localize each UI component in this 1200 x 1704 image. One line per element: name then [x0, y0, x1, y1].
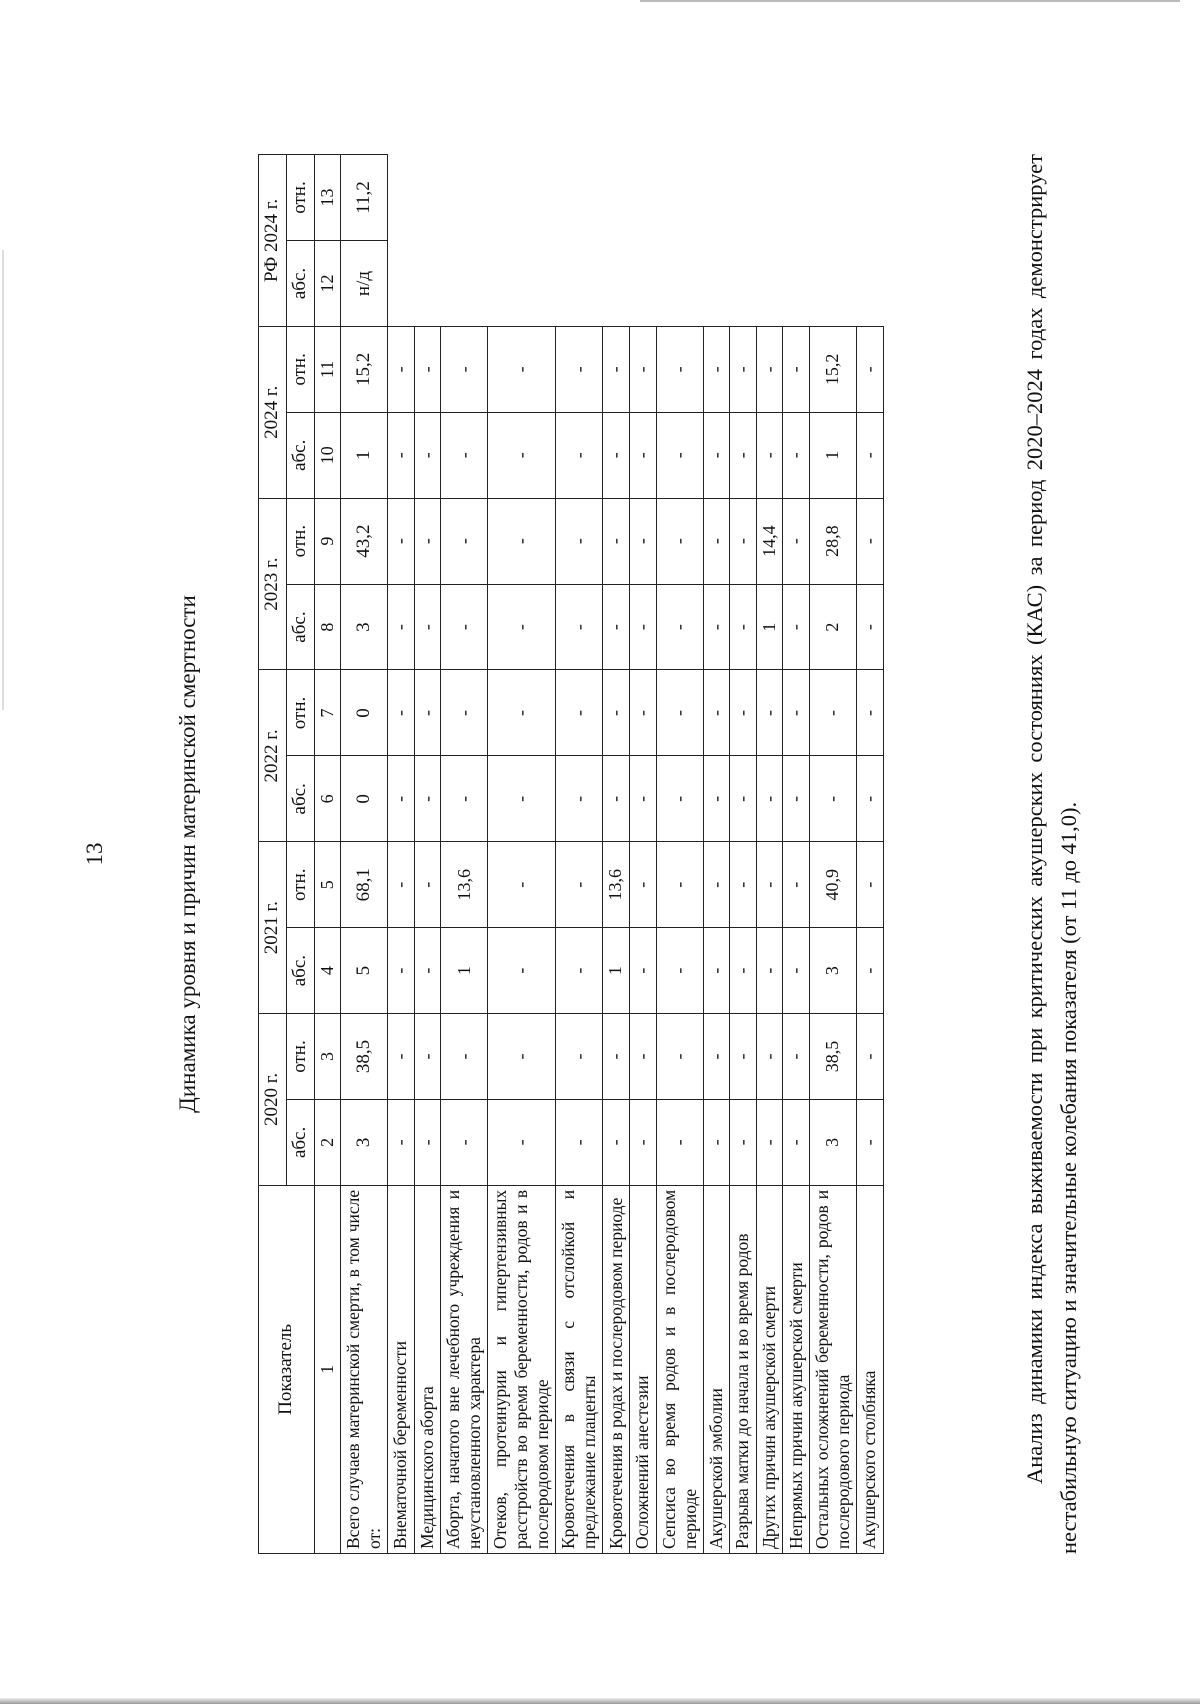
table-cell: -	[756, 412, 783, 498]
table-row	[809, 155, 856, 1554]
header-rel: отн.	[286, 326, 314, 412]
header-rel: отн.	[286, 842, 314, 928]
table-cell: -	[703, 1014, 730, 1100]
document-title: Динамика уровня и причин материнской смертности	[175, 595, 200, 1113]
table-cell: -	[414, 326, 441, 412]
table-cell: -	[730, 1099, 757, 1185]
column-number: 1	[314, 1185, 341, 1553]
table-cell: -	[603, 1014, 630, 1100]
header-rf-2024: РФ 2024 г.	[259, 155, 287, 327]
table-cell: -	[388, 842, 415, 928]
table-cell: 5	[341, 928, 388, 1014]
table-cell: -	[441, 584, 488, 670]
table-cell: -	[756, 756, 783, 842]
table-cell: -	[783, 584, 810, 670]
table-cell: 13,6	[441, 842, 488, 928]
table-row	[341, 155, 388, 1554]
row-label: Кровотечения в связи с отслойкой и предлежание плаценты	[556, 1185, 603, 1553]
table-cell: -	[703, 1099, 730, 1185]
table-cell: -	[488, 498, 556, 584]
table-cell: -	[414, 584, 441, 670]
header-row-column-numbers	[314, 155, 341, 1554]
table-row	[703, 155, 730, 1554]
table-cell: -	[488, 412, 556, 498]
table-cell: -	[783, 498, 810, 584]
table-cell: -	[388, 670, 415, 756]
table-cell: -	[656, 326, 703, 412]
row-label: Непрямых причин акушерской смерти	[783, 1185, 810, 1553]
table-cell: -	[756, 842, 783, 928]
table-cell: -	[488, 1099, 556, 1185]
table-cell: -	[488, 842, 556, 928]
table-cell: -	[441, 498, 488, 584]
table-cell: 3	[341, 1099, 388, 1185]
table-cell: -	[603, 584, 630, 670]
header-abs: абс.	[286, 584, 314, 670]
table-cell: -	[783, 756, 810, 842]
table-cell: 0	[341, 756, 388, 842]
table-cell: -	[703, 412, 730, 498]
table-cell: -	[783, 326, 810, 412]
table-cell: -	[730, 928, 757, 1014]
table-cell: 2	[809, 584, 856, 670]
table-cell: -	[556, 670, 603, 756]
header-rel: отн.	[286, 1014, 314, 1100]
column-number: 12	[314, 241, 341, 327]
table-row	[556, 155, 603, 1554]
table-cell: -	[629, 670, 656, 756]
table-cell: -	[441, 326, 488, 412]
table-cell: 1	[809, 412, 856, 498]
header-abs: абс.	[286, 1099, 314, 1185]
page-number: 13	[82, 842, 107, 866]
table-cell: -	[488, 756, 556, 842]
table-cell: -	[414, 670, 441, 756]
table-row	[414, 155, 441, 1554]
row-label: Акушерского столбняка	[856, 1185, 883, 1553]
row-label: Сепсиса во время родов и в послеродовом периоде	[656, 1185, 703, 1553]
header-year-2022: 2022 г.	[259, 670, 287, 842]
header-abs: абс.	[286, 756, 314, 842]
column-number: 5	[314, 842, 341, 928]
table-cell: -	[703, 584, 730, 670]
table-cell: -	[756, 1014, 783, 1100]
table-cell: -	[556, 326, 603, 412]
table-cell: -	[730, 498, 757, 584]
table-cell: 1	[756, 584, 783, 670]
row-label: Медицинского аборта	[414, 1185, 441, 1553]
row-label: Других причин акушерской смерти	[756, 1185, 783, 1553]
table-cell: -	[856, 670, 883, 756]
header-year-2023: 2023 г.	[259, 498, 287, 670]
header-abs: абс.	[286, 928, 314, 1014]
table-cell: -	[856, 326, 883, 412]
table-row	[756, 155, 783, 1554]
table-cell: -	[441, 1014, 488, 1100]
column-number: 13	[314, 155, 341, 241]
table-row	[388, 155, 415, 1554]
table-cell: -	[783, 670, 810, 756]
table-cell: -	[656, 1099, 703, 1185]
table-cell: -	[388, 756, 415, 842]
table-cell: -	[629, 326, 656, 412]
table-cell: -	[703, 928, 730, 1014]
table-cell: 0	[341, 670, 388, 756]
column-number: 8	[314, 584, 341, 670]
table-cell: -	[856, 1014, 883, 1100]
table-cell: 1	[341, 412, 388, 498]
table-cell: -	[488, 584, 556, 670]
table-cell: -	[856, 756, 883, 842]
table-cell: -	[414, 412, 441, 498]
table-cell: -	[441, 756, 488, 842]
table-cell: -	[388, 1099, 415, 1185]
analysis-paragraph	[1018, 154, 1086, 1554]
column-number: 10	[314, 412, 341, 498]
table-cell: -	[556, 584, 603, 670]
table-cell: -	[414, 1099, 441, 1185]
table-cell: 14,4	[756, 498, 783, 584]
table-cell: -	[703, 842, 730, 928]
row-label: Кровотечения в родах и послеродовом периоде	[603, 1185, 630, 1553]
table-cell: 68,1	[341, 842, 388, 928]
table-cell: -	[629, 928, 656, 1014]
table-cell: -	[730, 412, 757, 498]
table-cell: -	[603, 498, 630, 584]
table-cell: -	[441, 670, 488, 756]
table-cell: -	[388, 412, 415, 498]
row-label: Внематочной беременности	[388, 1185, 415, 1553]
table-cell: -	[783, 412, 810, 498]
table-row	[730, 155, 757, 1554]
table-cell: -	[856, 412, 883, 498]
table-cell: -	[441, 412, 488, 498]
row-label: Аборта, начатого вне лечебного учреждения и неустановленного характера	[441, 1185, 488, 1553]
table-cell: -	[656, 842, 703, 928]
table-cell: -	[629, 584, 656, 670]
table-cell: -	[388, 584, 415, 670]
table-cell: -	[629, 842, 656, 928]
table-cell: -	[756, 928, 783, 1014]
table-cell: н/д	[341, 241, 388, 327]
row-label: Остальных осложнений беременности, родов и послеродового периода	[809, 1185, 856, 1553]
header-rel: отн.	[286, 155, 314, 241]
header-rel: отн.	[286, 498, 314, 584]
column-number: 2	[314, 1099, 341, 1185]
table-cell: -	[656, 498, 703, 584]
table-cell: -	[488, 326, 556, 412]
table-cell: -	[629, 412, 656, 498]
table-cell: -	[488, 670, 556, 756]
table-cell: -	[414, 842, 441, 928]
table-cell: -	[441, 1099, 488, 1185]
table-cell: -	[703, 326, 730, 412]
table-cell: -	[488, 1014, 556, 1100]
table-cell: 3	[809, 1099, 856, 1185]
table-cell: -	[603, 1099, 630, 1185]
table-cell: -	[414, 756, 441, 842]
row-label: Отеков, протеинурии и гипертензивных расстройств во время беременности, родов и в послеродовом периоде	[488, 1185, 556, 1553]
table-cell: 13,6	[603, 842, 630, 928]
table-cell: -	[783, 928, 810, 1014]
table-cell: -	[703, 498, 730, 584]
header-year-2020: 2020 г.	[259, 1014, 287, 1186]
table-cell: -	[556, 928, 603, 1014]
table-cell: 38,5	[341, 1014, 388, 1100]
table-cell: -	[756, 1099, 783, 1185]
analysis-text: Анализ динамики индекса выживаемости при критических акушерских состояниях (КАС) за период 2020–2024 годах демонстрирует нестабильную ситуацию и значительные колебания показателя (от 11 до 41,0).	[1022, 154, 1081, 1554]
table-row	[441, 155, 488, 1554]
table-cell: 43,2	[341, 498, 388, 584]
table-cell: -	[629, 1014, 656, 1100]
table-cell: -	[556, 842, 603, 928]
table-cell: -	[783, 1014, 810, 1100]
table-cell: -	[656, 670, 703, 756]
table-cell: -	[656, 584, 703, 670]
table-body	[341, 155, 883, 1554]
table-cell: 40,9	[809, 842, 856, 928]
table-cell: -	[809, 670, 856, 756]
table-row	[856, 155, 883, 1554]
table-cell: -	[730, 842, 757, 928]
table-cell: 15,2	[341, 326, 388, 412]
table-cell: -	[414, 1014, 441, 1100]
table-cell: -	[388, 928, 415, 1014]
header-abs: абс.	[286, 241, 314, 327]
table-cell: -	[388, 498, 415, 584]
table-cell: -	[783, 1099, 810, 1185]
table-cell: -	[603, 326, 630, 412]
table-cell: -	[556, 756, 603, 842]
table-cell: -	[603, 412, 630, 498]
table-cell: -	[629, 1099, 656, 1185]
column-number: 9	[314, 498, 341, 584]
table-cell: 3	[341, 584, 388, 670]
table-cell: -	[703, 670, 730, 756]
header-indicator: Показатель	[259, 1185, 315, 1553]
table-row	[488, 155, 556, 1554]
header-year-2024: 2024 г.	[259, 326, 287, 498]
column-number: 7	[314, 670, 341, 756]
column-number: 4	[314, 928, 341, 1014]
table-cell: 38,5	[809, 1014, 856, 1100]
table-cell: 28,8	[809, 498, 856, 584]
table-cell: -	[629, 756, 656, 842]
table-cell: -	[856, 928, 883, 1014]
table-cell: -	[488, 928, 556, 1014]
table-cell: 15,2	[809, 326, 856, 412]
column-number: 3	[314, 1014, 341, 1100]
table-cell: -	[809, 756, 856, 842]
table-cell: -	[656, 1014, 703, 1100]
table-row	[603, 155, 630, 1554]
table-cell: -	[556, 498, 603, 584]
header-abs: абс.	[286, 412, 314, 498]
table-cell: -	[556, 412, 603, 498]
table-cell: -	[730, 326, 757, 412]
table-cell: -	[730, 584, 757, 670]
table-cell: -	[388, 1014, 415, 1100]
row-label: Осложнений анестезии	[629, 1185, 656, 1553]
column-number: 6	[314, 756, 341, 842]
table-cell: -	[414, 498, 441, 584]
table-cell: -	[656, 412, 703, 498]
row-label: Всего случаев материнской смерти, в том числе от:	[341, 1185, 388, 1553]
table-cell: -	[730, 670, 757, 756]
table-cell: 1	[441, 928, 488, 1014]
table-cell: 11,2	[341, 155, 388, 241]
table-cell: -	[756, 670, 783, 756]
table-row	[629, 155, 656, 1554]
table-cell: -	[603, 670, 630, 756]
table-cell: 3	[809, 928, 856, 1014]
table-row	[783, 155, 810, 1554]
header-rel: отн.	[286, 670, 314, 756]
table-row	[656, 155, 703, 1554]
table-cell: -	[856, 498, 883, 584]
table-cell: -	[656, 928, 703, 1014]
table-cell: -	[414, 928, 441, 1014]
table-cell: -	[856, 1099, 883, 1185]
table-cell: -	[730, 756, 757, 842]
table-header	[259, 155, 341, 1554]
table-cell: -	[629, 498, 656, 584]
table-cell: -	[730, 1014, 757, 1100]
header-row-years	[259, 155, 287, 1554]
table-cell: -	[856, 584, 883, 670]
table-cell: -	[783, 842, 810, 928]
row-label: Акушерской эмболии	[703, 1185, 730, 1553]
table-cell: -	[603, 756, 630, 842]
table-cell: -	[656, 756, 703, 842]
table-cell: -	[756, 326, 783, 412]
table-cell: 1	[603, 928, 630, 1014]
maternal-mortality-table	[258, 154, 884, 1554]
table-cell: -	[856, 842, 883, 928]
table-cell: -	[388, 326, 415, 412]
table-cell: -	[556, 1014, 603, 1100]
row-label: Разрыва матки до начала и во время родов	[730, 1185, 757, 1553]
table-cell: -	[703, 756, 730, 842]
table-cell: -	[556, 1099, 603, 1185]
rf-empty-cell	[388, 155, 883, 327]
header-year-2021: 2021 г.	[259, 842, 287, 1014]
column-number: 11	[314, 326, 341, 412]
